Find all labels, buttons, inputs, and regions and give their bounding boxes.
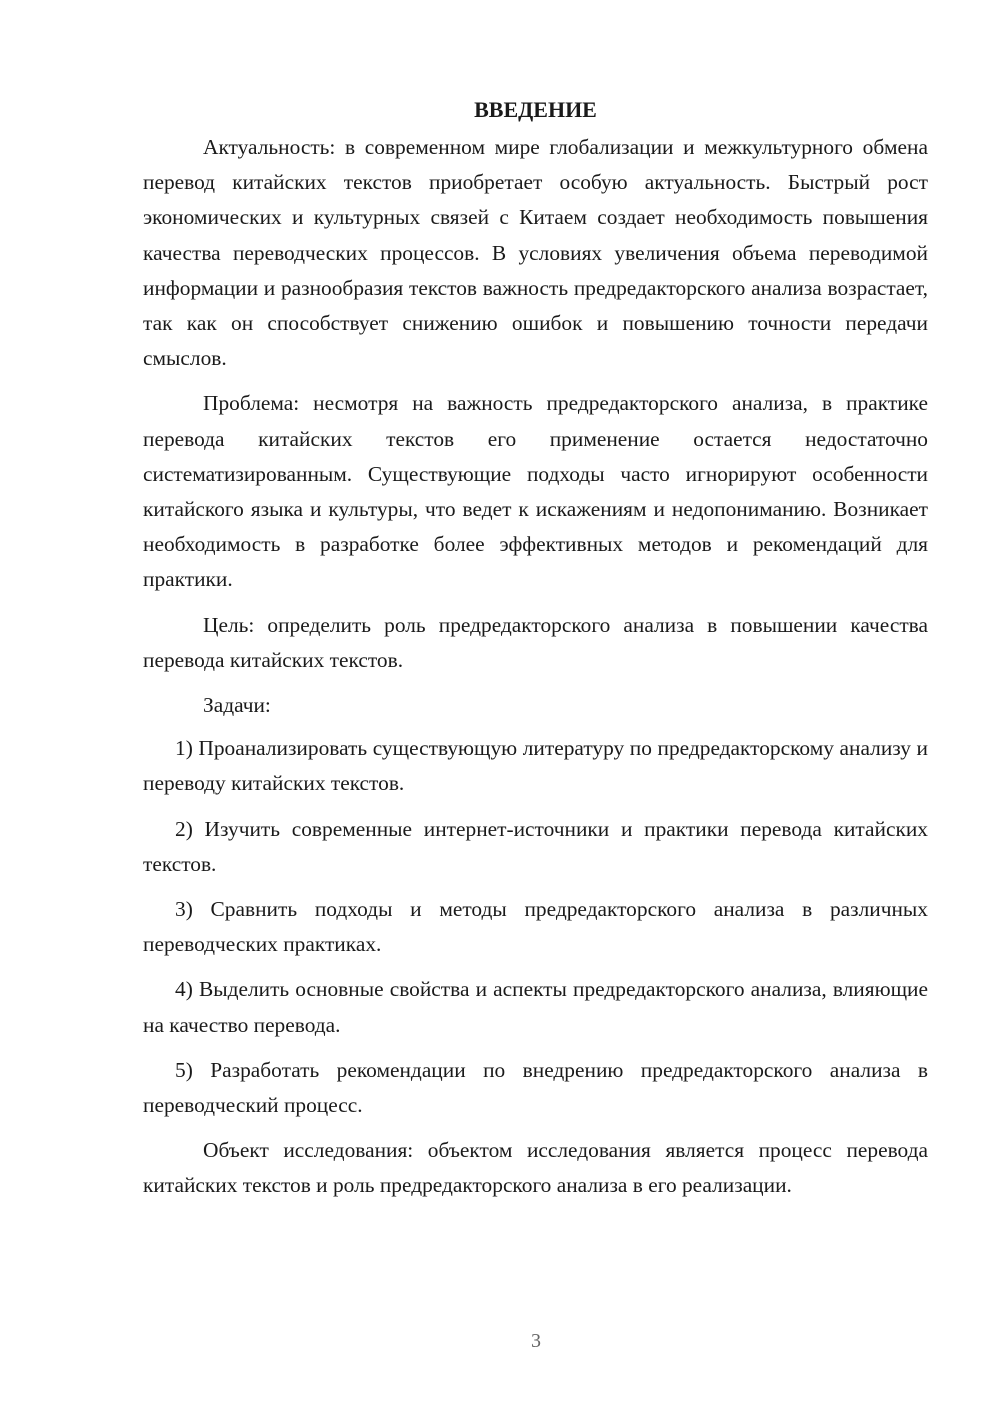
paragraph-object: Объект исследования: объектом исследования является процесс перевода китайских текстов и роль предредакторского анализа в его реализации. xyxy=(143,1138,928,1198)
section-heading: ВВЕДЕНИЕ xyxy=(474,97,597,122)
paragraph-relevance: Актуальность: в современном мире глобализации и межкультурного обмена перевод китайских текстов приобретает особую актуальность. Быстрый рост экономических и культурных связей с Китаем создает необходимость повышения качества переводческих процессов. В условиях увеличения объема переводимой информации и разнообразия текстов важность предредакторского анализа возрастает, так как он способствует снижению ошибок и повышению точности передачи смыслов. xyxy=(143,135,928,371)
tasks-label: Задачи: xyxy=(203,693,271,718)
task-item: 4) Выделить основные свойства и аспекты предредакторского анализа, влияющие на качество перевода. xyxy=(143,977,928,1037)
tasks-list xyxy=(143,731,928,1123)
document-page xyxy=(143,92,928,1214)
task-item: 3) Сравнить подходы и методы предредакторского анализа в различных переводческих практиках. xyxy=(143,897,928,957)
page-number: 3 xyxy=(531,1330,541,1352)
paragraph-goal: Цель: определить роль предредакторского анализа в повышении качества перевода китайских текстов. xyxy=(143,612,928,672)
task-item: 5) Разработать рекомендации по внедрению предредакторского анализа в переводческий процесс. xyxy=(143,1057,928,1118)
task-item: 2) Изучить современные интернет-источники и практики перевода китайских текстов. xyxy=(143,816,928,876)
task-item: 1) Проанализировать существующую литературу по предредакторскому анализу и переводу китайских текстов. xyxy=(143,736,928,796)
paragraph-problem: Проблема: несмотря на важность предредакторского анализа, в практике перевода китайских текстов его применение остается недостаточно систематизированным. Существующие подходы часто игнорируют особенности китайского языка и культуры, что ведет к искажениям и недопониманию. Возникает необходимость в разработке более эффективных методов и рекомендаций для практики. xyxy=(143,391,928,592)
